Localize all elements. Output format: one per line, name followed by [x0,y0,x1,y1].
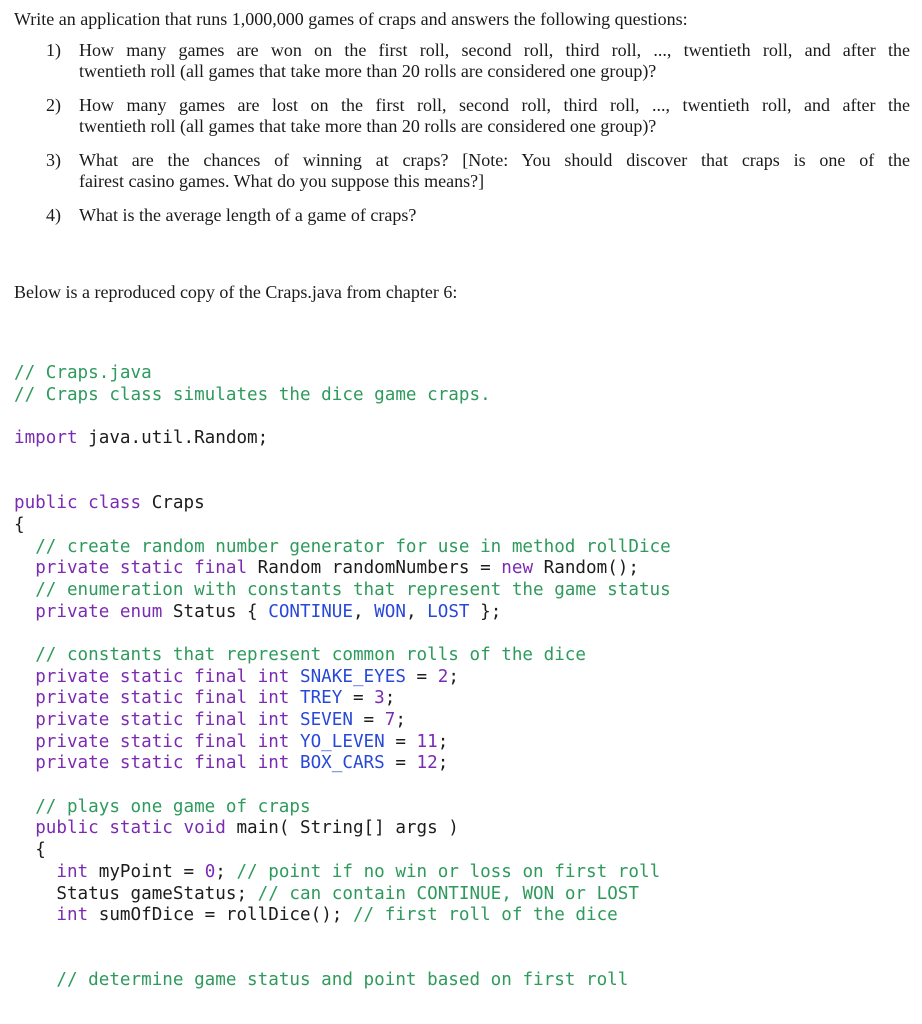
code-constant: BOX_CARS [300,753,385,774]
code-constant: WON [374,601,406,622]
question-text: How many games are lost on the first roll, second roll, third roll, ..., twentieth roll, and after the twentieth roll (all games that take more than 20 rolls are considered one group)? [79,95,910,136]
code-line: private static final int SNAKE_EYES = 2; [35,666,459,687]
code-line: int myPoint = 0; // point if no win or loss on first roll [56,861,661,882]
code-comment: // enumeration with constants that represent the game status [35,579,671,600]
question-text: What is the average length of a game of craps? [79,205,417,225]
code-line [14,580,671,602]
code-keyword: private static final int [35,731,290,752]
question-number: 1) [46,40,61,60]
code-line: private static final int SEVEN = 7; [35,710,406,730]
code-line: public class Craps [14,493,205,514]
code-number: 7 [384,710,396,730]
code-keyword: public static void [35,818,226,839]
question-item [14,95,910,137]
code-comment: // Craps class simulates the dice game craps. [14,384,491,405]
question-number: 2) [46,95,61,115]
code-constant: YO_LEVEN [300,731,385,752]
code-line: Status gameStatus; // can contain CONTINUE, WON or LOST [56,883,639,904]
code-line [14,645,671,667]
code-line: private static final Random randomNumbers = new Random(); [35,558,639,579]
code-number: 2 [437,666,449,687]
question-item [14,40,910,82]
code-keyword: public class [14,493,142,514]
code-comment: // create random number generator for use in method rollDice [35,536,671,557]
code-keyword: private static final int [35,666,290,687]
code-intro-text: Below is a reproduced copy of the Craps.java from chapter 6: [14,282,458,302]
code-line: private static final int YO_LEVEN = 11; [35,731,449,752]
question-number: 4) [46,205,61,225]
code-keyword: private static final int [35,710,290,730]
code-keyword: private static final int [35,753,290,774]
code-keyword: private enum [35,601,163,622]
assignment-intro: Write an application that runs 1,000,000 games of craps and answers the following questions: [14,9,688,29]
code-comment: // plays one game of craps [35,796,311,817]
code-comment: // Craps.java [14,363,152,383]
code-keyword: int [56,905,89,926]
code-line [14,537,671,559]
code-line: private static final int TREY = 3; [35,688,396,709]
code-line: { [35,840,46,861]
code-number: 11 [416,731,438,752]
code-number: 0 [204,861,216,882]
question-text: What are the chances of winning at craps? [Note: You should discover that craps is one of the fairest casino games. What do you suppose this means?] [79,150,910,191]
code-line [14,471,671,493]
code-constant: LOST [427,601,470,622]
code-line [14,385,671,407]
code-line [14,623,671,645]
code-listing [14,363,671,992]
question-item [14,150,910,192]
code-number: 3 [374,688,385,709]
code-line: { [14,514,25,535]
question-item [14,205,910,226]
code-number: 12 [416,753,438,774]
code-comment: // can contain CONTINUE, WON or LOST [257,883,639,904]
code-keyword: int [56,861,89,882]
code-line: int sumOfDice = rollDice(); // first roll of the dice [56,905,618,926]
code-line: public static void main( String[] args ) [35,818,459,839]
question-number: 3) [46,150,61,170]
code-comment: // constants that represent common rolls of the dice [35,644,586,665]
code-keyword: import [14,428,78,449]
code-line [14,363,671,385]
code-keyword: new [501,558,534,579]
code-line [14,970,671,992]
question-list [14,40,910,239]
code-keyword: private static final [35,558,248,579]
question-text: How many games are won on the first roll, second roll, third roll, ..., twentieth roll, and after the twentieth roll (all games that take more than 20 rolls are considered one group)? [79,40,910,81]
code-constant: SNAKE_EYES [300,666,406,687]
code-constant: CONTINUE [268,601,353,622]
code-line: import java.util.Random; [14,428,269,449]
code-line [14,775,671,797]
code-constant: TREY [300,688,343,709]
code-line [14,949,671,971]
code-constant: SEVEN [300,710,353,730]
code-line [14,797,671,819]
code-keyword: private static final int [35,688,290,709]
code-comment: // determine game status and point based on first roll [56,970,629,991]
code-line: private enum Status { CONTINUE, WON, LOST }; [35,601,502,622]
code-line [14,406,671,428]
code-line [14,927,671,949]
code-comment: // point if no win or loss on first roll [236,861,661,882]
code-line [14,450,671,472]
code-line: private static final int BOX_CARS = 12; [35,753,449,774]
code-comment: // first roll of the dice [352,905,618,926]
